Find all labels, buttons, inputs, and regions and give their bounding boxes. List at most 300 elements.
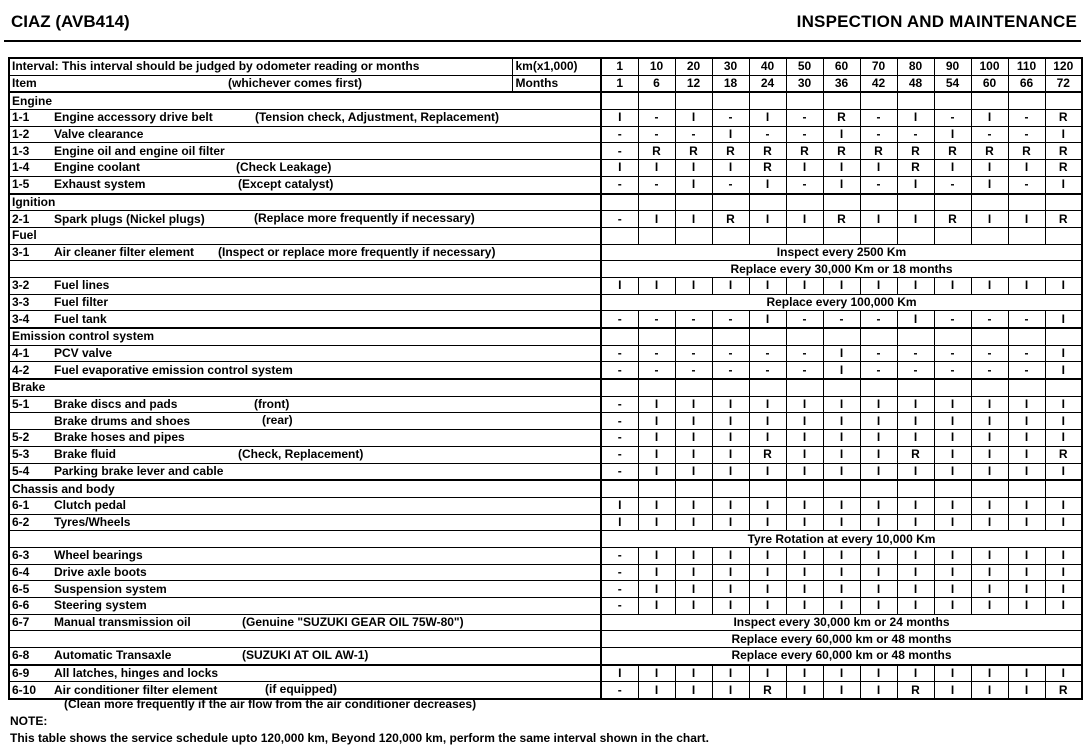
schedule-cell: - <box>712 110 749 127</box>
schedule-cell: I <box>638 497 675 514</box>
ac-filter-footnote: (Clean more frequently if the air flow from the air conditioner decreases) <box>64 697 477 711</box>
schedule-cell: I <box>823 497 860 514</box>
schedule-cell: I <box>860 547 897 564</box>
item-code: 5-3 <box>12 447 30 462</box>
table-row <box>9 176 1082 193</box>
schedule-cell: I <box>638 665 675 682</box>
schedule-cell: I <box>1045 345 1082 362</box>
schedule-cell: I <box>749 665 786 682</box>
empty-cell <box>712 379 749 396</box>
empty-cell <box>786 227 823 244</box>
schedule-cell: I <box>675 514 712 531</box>
schedule-cell: I <box>786 463 823 480</box>
schedule-cell: R <box>1045 110 1082 127</box>
schedule-cell: - <box>675 345 712 362</box>
schedule-cell: I <box>638 581 675 598</box>
empty-cell <box>971 480 1008 497</box>
empty-cell <box>1045 194 1082 211</box>
table-row <box>9 396 1082 413</box>
item-cell <box>9 396 601 413</box>
km-value: 30 <box>712 58 749 75</box>
schedule-cell: - <box>601 446 638 463</box>
empty-cell <box>601 379 638 396</box>
schedule-cell: I <box>860 277 897 294</box>
schedule-cell: I <box>860 446 897 463</box>
table-row <box>9 311 1082 328</box>
item-code: 6-8 <box>12 648 30 663</box>
item-code: 6-9 <box>12 666 30 681</box>
schedule-cell: I <box>897 396 934 413</box>
empty-cell <box>823 227 860 244</box>
item-code: 1-1 <box>12 110 30 125</box>
schedule-cell: - <box>934 311 971 328</box>
schedule-cell: I <box>749 277 786 294</box>
empty-cell <box>823 480 860 497</box>
item-cell <box>9 446 601 463</box>
schedule-cell: I <box>823 160 860 177</box>
schedule-cell: I <box>1045 311 1082 328</box>
section-row <box>9 379 1082 396</box>
table-row <box>9 244 1082 261</box>
schedule-cell: - <box>786 362 823 379</box>
schedule-cell: I <box>934 514 971 531</box>
km-value: 1 <box>601 58 638 75</box>
schedule-cell: - <box>601 362 638 379</box>
schedule-cell: I <box>971 277 1008 294</box>
schedule-cell: I <box>749 463 786 480</box>
item-name: Fuel evaporative emission control system <box>54 362 293 377</box>
schedule-cell: I <box>712 126 749 143</box>
schedule-cell: I <box>971 665 1008 682</box>
table-row <box>9 463 1082 480</box>
schedule-cell: - <box>934 176 971 193</box>
item-cell <box>9 143 601 160</box>
schedule-cell: I <box>1008 430 1045 447</box>
item-cell <box>9 564 601 581</box>
empty-cell <box>934 194 971 211</box>
schedule-cell: - <box>897 345 934 362</box>
schedule-cell: I <box>971 396 1008 413</box>
item-code: 4-2 <box>12 362 30 377</box>
item-code: 1-2 <box>12 127 30 142</box>
empty-cell <box>712 328 749 345</box>
empty-cell <box>823 379 860 396</box>
schedule-cell: - <box>601 598 638 615</box>
table-row <box>9 126 1082 143</box>
empty-cell <box>712 194 749 211</box>
empty-cell <box>860 328 897 345</box>
schedule-cell: I <box>971 547 1008 564</box>
schedule-cell: I <box>1045 564 1082 581</box>
table-row <box>9 514 1082 531</box>
empty-cell <box>749 328 786 345</box>
schedule-cell: R <box>823 211 860 228</box>
schedule-cell: - <box>934 345 971 362</box>
table-row <box>9 547 1082 564</box>
schedule-cell: - <box>601 564 638 581</box>
schedule-cell: - <box>638 176 675 193</box>
table-row <box>9 160 1082 177</box>
item-code: 6-3 <box>12 548 30 563</box>
empty-cell <box>860 92 897 109</box>
schedule-cell: I <box>823 430 860 447</box>
item-note: (Tension check, Adjustment, Replacement) <box>255 110 500 125</box>
schedule-cell: I <box>638 682 675 699</box>
schedule-cell: I <box>712 514 749 531</box>
empty-cell <box>971 92 1008 109</box>
months-value: 60 <box>971 75 1008 92</box>
schedule-cell: I <box>971 430 1008 447</box>
item-name: Manual transmission oil <box>54 615 191 630</box>
schedule-cell: - <box>601 211 638 228</box>
schedule-cell: - <box>749 126 786 143</box>
item-name: Brake drums and shoes <box>54 413 191 428</box>
schedule-cell: I <box>675 110 712 127</box>
empty-cell <box>971 379 1008 396</box>
schedule-cell: - <box>786 345 823 362</box>
schedule-cell: R <box>897 682 934 699</box>
item-cell <box>9 311 601 328</box>
schedule-cell: I <box>934 547 971 564</box>
empty-cell <box>675 194 712 211</box>
schedule-cell: I <box>749 110 786 127</box>
schedule-cell: I <box>934 160 971 177</box>
schedule-cell: I <box>675 547 712 564</box>
schedule-cell: I <box>749 413 786 430</box>
schedule-cell: I <box>786 430 823 447</box>
empty-cell <box>638 227 675 244</box>
table-row <box>9 413 1082 430</box>
schedule-cell: I <box>971 413 1008 430</box>
item-name: Fuel tank <box>54 311 107 326</box>
schedule-cell: I <box>971 446 1008 463</box>
empty-cell <box>1045 227 1082 244</box>
schedule-cell: I <box>1045 514 1082 531</box>
table-row <box>9 430 1082 447</box>
interval-span-text: Replace every 60,000 km or 48 months <box>601 631 1082 648</box>
schedule-cell: - <box>601 396 638 413</box>
schedule-cell: I <box>601 160 638 177</box>
empty-cell <box>1008 379 1045 396</box>
schedule-cell: I <box>823 176 860 193</box>
schedule-cell: I <box>749 547 786 564</box>
schedule-cell: I <box>638 598 675 615</box>
km-value: 50 <box>786 58 823 75</box>
item-cell <box>9 463 601 480</box>
schedule-cell: I <box>1045 497 1082 514</box>
schedule-cell: I <box>1008 396 1045 413</box>
empty-cell <box>601 227 638 244</box>
interval-label: Interval: This interval should be judged by odometer reading or months <box>9 58 512 75</box>
schedule-cell: - <box>601 143 638 160</box>
months-value: 6 <box>638 75 675 92</box>
schedule-cell: I <box>712 446 749 463</box>
schedule-cell: I <box>1045 430 1082 447</box>
empty-cell <box>786 194 823 211</box>
item-cell <box>9 531 601 548</box>
section-label: Chassis and body <box>9 480 601 497</box>
section-label: Ignition <box>9 194 601 211</box>
schedule-cell: - <box>601 682 638 699</box>
schedule-cell: I <box>860 430 897 447</box>
item-cell <box>9 614 601 631</box>
item-code: 5-2 <box>12 430 30 445</box>
schedule-cell: - <box>823 311 860 328</box>
schedule-cell: I <box>897 430 934 447</box>
schedule-cell: I <box>712 665 749 682</box>
schedule-cell: I <box>712 547 749 564</box>
schedule-cell: I <box>786 598 823 615</box>
schedule-cell: - <box>601 345 638 362</box>
item-heading: Item <box>12 76 37 91</box>
schedule-cell: I <box>971 110 1008 127</box>
schedule-cell: I <box>1008 514 1045 531</box>
schedule-cell: - <box>860 345 897 362</box>
item-note: (SUZUKI AT OIL AW-1) <box>242 648 369 663</box>
schedule-cell: I <box>1008 564 1045 581</box>
item-cell <box>9 362 601 379</box>
schedule-cell: R <box>675 143 712 160</box>
table-row <box>9 497 1082 514</box>
schedule-cell: I <box>897 581 934 598</box>
empty-cell <box>860 227 897 244</box>
schedule-cell: R <box>786 143 823 160</box>
page-title: INSPECTION AND MAINTENANCE <box>796 12 1077 31</box>
schedule-cell: I <box>897 110 934 127</box>
item-code: 1-4 <box>12 160 30 175</box>
item-name: Valve clearance <box>54 127 144 142</box>
schedule-cell: R <box>897 143 934 160</box>
months-value: 12 <box>675 75 712 92</box>
schedule-cell: - <box>638 110 675 127</box>
schedule-cell: I <box>1045 277 1082 294</box>
item-cell <box>9 294 601 311</box>
table-row <box>9 614 1082 631</box>
table-row <box>9 665 1082 682</box>
schedule-cell: - <box>749 345 786 362</box>
schedule-cell: - <box>1008 126 1045 143</box>
schedule-cell: I <box>749 564 786 581</box>
schedule-cell: I <box>638 413 675 430</box>
schedule-cell: I <box>897 463 934 480</box>
schedule-cell: I <box>1045 581 1082 598</box>
schedule-cell: I <box>675 463 712 480</box>
schedule-cell: I <box>1008 160 1045 177</box>
km-value: 60 <box>823 58 860 75</box>
schedule-cell: I <box>675 413 712 430</box>
schedule-cell: I <box>860 514 897 531</box>
section-row <box>9 328 1082 345</box>
schedule-cell: I <box>934 665 971 682</box>
months-value: 72 <box>1045 75 1082 92</box>
schedule-cell: - <box>971 345 1008 362</box>
schedule-cell: I <box>971 514 1008 531</box>
empty-cell <box>823 92 860 109</box>
item-code: 3-3 <box>12 294 30 309</box>
schedule-cell: I <box>823 446 860 463</box>
item-code: 6-5 <box>12 581 30 596</box>
item-cell <box>9 211 601 228</box>
whichever-note: (whichever comes first) <box>228 75 363 90</box>
schedule-cell: R <box>823 143 860 160</box>
km-value: 100 <box>971 58 1008 75</box>
schedule-cell: - <box>1008 110 1045 127</box>
item-cell <box>9 497 601 514</box>
item-name: Brake discs and pads <box>54 397 178 412</box>
schedule-cell: I <box>1008 547 1045 564</box>
schedule-cell: R <box>897 446 934 463</box>
schedule-cell: I <box>749 514 786 531</box>
item-note: (Check Leakage) <box>236 160 332 175</box>
schedule-cell: I <box>712 463 749 480</box>
schedule-cell: I <box>712 564 749 581</box>
empty-cell <box>1008 92 1045 109</box>
item-name: Automatic Transaxle <box>54 648 172 663</box>
schedule-cell: I <box>1008 463 1045 480</box>
item-code: 6-6 <box>12 598 30 613</box>
schedule-cell: I <box>1045 598 1082 615</box>
item-cell <box>9 631 601 648</box>
schedule-cell: I <box>675 564 712 581</box>
schedule-cell: I <box>786 564 823 581</box>
item-name: Engine accessory drive belt <box>54 110 213 125</box>
schedule-cell: I <box>786 665 823 682</box>
item-name: Brake hoses and pipes <box>54 430 185 445</box>
schedule-cell: I <box>786 277 823 294</box>
schedule-cell: I <box>823 514 860 531</box>
schedule-cell: - <box>971 311 1008 328</box>
schedule-cell: I <box>675 277 712 294</box>
schedule-cell: I <box>860 463 897 480</box>
table-row <box>9 362 1082 379</box>
schedule-cell: I <box>823 682 860 699</box>
empty-cell <box>1008 480 1045 497</box>
km-value: 120 <box>1045 58 1082 75</box>
empty-cell <box>860 379 897 396</box>
schedule-cell: I <box>601 514 638 531</box>
schedule-cell: - <box>601 581 638 598</box>
table-row <box>9 345 1082 362</box>
schedule-cell: I <box>860 211 897 228</box>
table-row <box>9 598 1082 615</box>
schedule-cell: I <box>638 396 675 413</box>
item-note: (Genuine "SUZUKI GEAR OIL 75W-80") <box>242 614 464 629</box>
schedule-cell: I <box>1045 126 1082 143</box>
schedule-cell: - <box>675 126 712 143</box>
schedule-cell: I <box>601 110 638 127</box>
schedule-cell: I <box>971 176 1008 193</box>
schedule-cell: - <box>860 176 897 193</box>
item-label <box>9 75 512 92</box>
interval-span-text: Replace every 60,000 km or 48 months <box>601 648 1082 665</box>
schedule-cell: I <box>786 160 823 177</box>
item-code: 3-4 <box>12 311 30 326</box>
item-code: 6-1 <box>12 498 30 513</box>
schedule-cell: R <box>749 160 786 177</box>
empty-cell <box>934 92 971 109</box>
item-code: 5-4 <box>12 463 30 478</box>
schedule-cell: I <box>712 430 749 447</box>
schedule-cell: I <box>675 446 712 463</box>
schedule-cell: I <box>675 176 712 193</box>
item-code: 3-2 <box>12 278 30 293</box>
schedule-cell: I <box>823 665 860 682</box>
item-cell <box>9 413 601 430</box>
schedule-cell: - <box>601 176 638 193</box>
empty-cell <box>638 379 675 396</box>
months-value: 66 <box>1008 75 1045 92</box>
schedule-cell: I <box>712 396 749 413</box>
schedule-cell: I <box>971 160 1008 177</box>
schedule-cell: I <box>934 277 971 294</box>
schedule-cell: I <box>934 446 971 463</box>
schedule-cell: I <box>675 581 712 598</box>
note-label: NOTE: <box>10 714 48 728</box>
empty-cell <box>1045 480 1082 497</box>
table-row <box>9 261 1082 278</box>
schedule-cell: - <box>860 126 897 143</box>
months-value: 24 <box>749 75 786 92</box>
schedule-cell: - <box>786 126 823 143</box>
schedule-cell: I <box>712 413 749 430</box>
table-row <box>9 211 1082 228</box>
schedule-cell: I <box>860 396 897 413</box>
header-row-months <box>9 75 1082 92</box>
schedule-cell: I <box>897 547 934 564</box>
table-row <box>9 294 1082 311</box>
schedule-cell: I <box>934 497 971 514</box>
schedule-cell: I <box>749 211 786 228</box>
table-row <box>9 143 1082 160</box>
item-code: 3-1 <box>12 244 30 259</box>
item-name: Air conditioner filter element <box>54 682 218 697</box>
schedule-cell: I <box>971 211 1008 228</box>
schedule-cell: I <box>1008 598 1045 615</box>
schedule-cell: I <box>897 514 934 531</box>
item-code: 6-4 <box>12 564 30 579</box>
empty-cell <box>601 194 638 211</box>
schedule-cell: I <box>1008 497 1045 514</box>
schedule-cell: R <box>712 143 749 160</box>
schedule-cell: - <box>786 176 823 193</box>
table-row <box>9 631 1082 648</box>
schedule-cell: I <box>971 564 1008 581</box>
empty-cell <box>897 379 934 396</box>
schedule-cell: R <box>749 446 786 463</box>
item-cell <box>9 277 601 294</box>
item-cell <box>9 244 601 261</box>
item-cell <box>9 261 601 278</box>
schedule-cell: - <box>675 362 712 379</box>
schedule-cell: I <box>675 682 712 699</box>
months-value: 36 <box>823 75 860 92</box>
item-name: Air cleaner filter element <box>54 244 195 259</box>
schedule-cell: I <box>934 564 971 581</box>
header-divider <box>4 40 1081 42</box>
empty-cell <box>897 92 934 109</box>
schedule-cell: - <box>712 345 749 362</box>
item-cell <box>9 110 601 127</box>
km-value: 80 <box>897 58 934 75</box>
schedule-cell: I <box>675 396 712 413</box>
schedule-cell: - <box>1008 311 1045 328</box>
table-row <box>9 564 1082 581</box>
schedule-cell: - <box>712 176 749 193</box>
schedule-cell: I <box>786 497 823 514</box>
schedule-cell: I <box>675 211 712 228</box>
schedule-cell: I <box>934 463 971 480</box>
item-code: 4-1 <box>12 346 30 361</box>
